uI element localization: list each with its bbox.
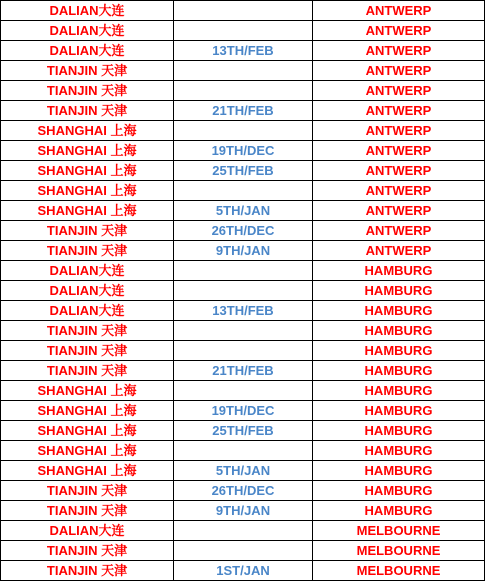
date-cell[interactable] <box>174 521 313 541</box>
date-cell[interactable]: 21TH/FEB <box>174 101 313 121</box>
table-row <box>1 161 485 181</box>
destination-cell[interactable]: HAMBURG <box>313 421 485 441</box>
date-cell[interactable]: 9TH/JAN <box>174 241 313 261</box>
origin-cell[interactable]: SHANGHAI 上海 <box>1 421 174 441</box>
table-body <box>1 1 485 581</box>
date-cell[interactable] <box>174 541 313 561</box>
origin-cell[interactable]: DALIAN大连 <box>1 521 174 541</box>
origin-cell[interactable]: TIANJIN 天津 <box>1 361 174 381</box>
origin-cell[interactable]: TIANJIN 天津 <box>1 321 174 341</box>
destination-cell[interactable]: ANTWERP <box>313 241 485 261</box>
origin-cell[interactable]: SHANGHAI 上海 <box>1 181 174 201</box>
date-cell[interactable] <box>174 61 313 81</box>
origin-cell[interactable]: SHANGHAI 上海 <box>1 441 174 461</box>
destination-cell[interactable]: ANTWERP <box>313 181 485 201</box>
destination-cell[interactable]: HAMBURG <box>313 481 485 501</box>
destination-cell[interactable]: HAMBURG <box>313 281 485 301</box>
destination-cell[interactable]: ANTWERP <box>313 21 485 41</box>
origin-cell[interactable]: TIANJIN 天津 <box>1 541 174 561</box>
destination-cell[interactable]: ANTWERP <box>313 61 485 81</box>
date-cell[interactable] <box>174 341 313 361</box>
destination-cell[interactable]: ANTWERP <box>313 141 485 161</box>
date-cell[interactable] <box>174 121 313 141</box>
date-cell[interactable]: 21TH/FEB <box>174 361 313 381</box>
table-row <box>1 21 485 41</box>
table-row <box>1 281 485 301</box>
table-row <box>1 421 485 441</box>
table-row <box>1 221 485 241</box>
destination-cell[interactable]: ANTWERP <box>313 101 485 121</box>
date-cell[interactable] <box>174 181 313 201</box>
date-cell[interactable]: 9TH/JAN <box>174 501 313 521</box>
origin-cell[interactable]: TIANJIN 天津 <box>1 61 174 81</box>
origin-cell[interactable]: DALIAN大连 <box>1 21 174 41</box>
table-row <box>1 141 485 161</box>
destination-cell[interactable]: ANTWERP <box>313 121 485 141</box>
origin-cell[interactable]: TIANJIN 天津 <box>1 101 174 121</box>
date-cell[interactable]: 5TH/JAN <box>174 461 313 481</box>
destination-cell[interactable]: MELBOURNE <box>313 521 485 541</box>
date-cell[interactable] <box>174 1 313 21</box>
destination-cell[interactable]: HAMBURG <box>313 461 485 481</box>
origin-cell[interactable]: SHANGHAI 上海 <box>1 461 174 481</box>
date-cell[interactable]: 13TH/FEB <box>174 301 313 321</box>
table-row <box>1 481 485 501</box>
table-row <box>1 501 485 521</box>
origin-cell[interactable]: DALIAN大连 <box>1 1 174 21</box>
destination-cell[interactable]: ANTWERP <box>313 41 485 61</box>
date-cell[interactable] <box>174 281 313 301</box>
date-cell[interactable]: 26TH/DEC <box>174 221 313 241</box>
date-cell[interactable] <box>174 21 313 41</box>
table-row <box>1 401 485 421</box>
origin-cell[interactable]: DALIAN大连 <box>1 281 174 301</box>
table-row <box>1 461 485 481</box>
date-cell[interactable] <box>174 381 313 401</box>
table-row <box>1 81 485 101</box>
table-row <box>1 61 485 81</box>
date-cell[interactable]: 19TH/DEC <box>174 401 313 421</box>
table-row <box>1 541 485 561</box>
table-row <box>1 301 485 321</box>
table-row <box>1 181 485 201</box>
origin-cell[interactable]: TIANJIN 天津 <box>1 81 174 101</box>
origin-cell[interactable]: DALIAN大连 <box>1 301 174 321</box>
destination-cell[interactable]: ANTWERP <box>313 81 485 101</box>
table-row <box>1 341 485 361</box>
table-row <box>1 41 485 61</box>
date-cell[interactable]: 19TH/DEC <box>174 141 313 161</box>
date-cell[interactable] <box>174 261 313 281</box>
table-row <box>1 361 485 381</box>
date-cell[interactable]: 25TH/FEB <box>174 161 313 181</box>
origin-cell[interactable]: SHANGHAI 上海 <box>1 141 174 161</box>
destination-cell[interactable]: HAMBURG <box>313 501 485 521</box>
table-row <box>1 381 485 401</box>
origin-cell[interactable]: DALIAN大连 <box>1 41 174 61</box>
destination-cell[interactable]: ANTWERP <box>313 1 485 21</box>
destination-cell[interactable]: ANTWERP <box>313 161 485 181</box>
date-cell[interactable] <box>174 441 313 461</box>
origin-cell[interactable]: SHANGHAI 上海 <box>1 381 174 401</box>
origin-cell[interactable]: TIANJIN 天津 <box>1 501 174 521</box>
date-cell[interactable]: 13TH/FEB <box>174 41 313 61</box>
table-row <box>1 561 485 581</box>
table-row <box>1 441 485 461</box>
origin-cell[interactable]: SHANGHAI 上海 <box>1 201 174 221</box>
date-cell[interactable]: 1ST/JAN <box>174 561 313 581</box>
table-row <box>1 521 485 541</box>
destination-cell[interactable]: HAMBURG <box>313 401 485 421</box>
date-cell[interactable]: 5TH/JAN <box>174 201 313 221</box>
destination-cell[interactable]: MELBOURNE <box>313 561 485 581</box>
destination-cell[interactable]: MELBOURNE <box>313 541 485 561</box>
origin-cell[interactable]: DALIAN大连 <box>1 261 174 281</box>
date-cell[interactable] <box>174 81 313 101</box>
table-row <box>1 241 485 261</box>
table-row <box>1 1 485 21</box>
table-row <box>1 101 485 121</box>
destination-cell[interactable]: HAMBURG <box>313 321 485 341</box>
origin-cell[interactable]: SHANGHAI 上海 <box>1 401 174 421</box>
origin-cell[interactable]: TIANJIN 天津 <box>1 241 174 261</box>
date-cell[interactable]: 25TH/FEB <box>174 421 313 441</box>
origin-cell[interactable]: SHANGHAI 上海 <box>1 121 174 141</box>
destination-cell[interactable]: ANTWERP <box>313 201 485 221</box>
destination-cell[interactable]: HAMBURG <box>313 261 485 281</box>
destination-cell[interactable]: HAMBURG <box>313 301 485 321</box>
origin-cell[interactable]: TIANJIN 天津 <box>1 561 174 581</box>
origin-cell[interactable]: TIANJIN 天津 <box>1 481 174 501</box>
table-row <box>1 121 485 141</box>
date-cell[interactable] <box>174 321 313 341</box>
origin-cell[interactable]: TIANJIN 天津 <box>1 221 174 241</box>
origin-cell[interactable]: SHANGHAI 上海 <box>1 161 174 181</box>
destination-cell[interactable]: HAMBURG <box>313 441 485 461</box>
table-row <box>1 201 485 221</box>
table-row <box>1 321 485 341</box>
destination-cell[interactable]: ANTWERP <box>313 221 485 241</box>
destination-cell[interactable]: HAMBURG <box>313 381 485 401</box>
destination-cell[interactable]: HAMBURG <box>313 341 485 361</box>
date-cell[interactable]: 26TH/DEC <box>174 481 313 501</box>
destination-cell[interactable]: HAMBURG <box>313 361 485 381</box>
table-row <box>1 261 485 281</box>
origin-cell[interactable]: TIANJIN 天津 <box>1 341 174 361</box>
